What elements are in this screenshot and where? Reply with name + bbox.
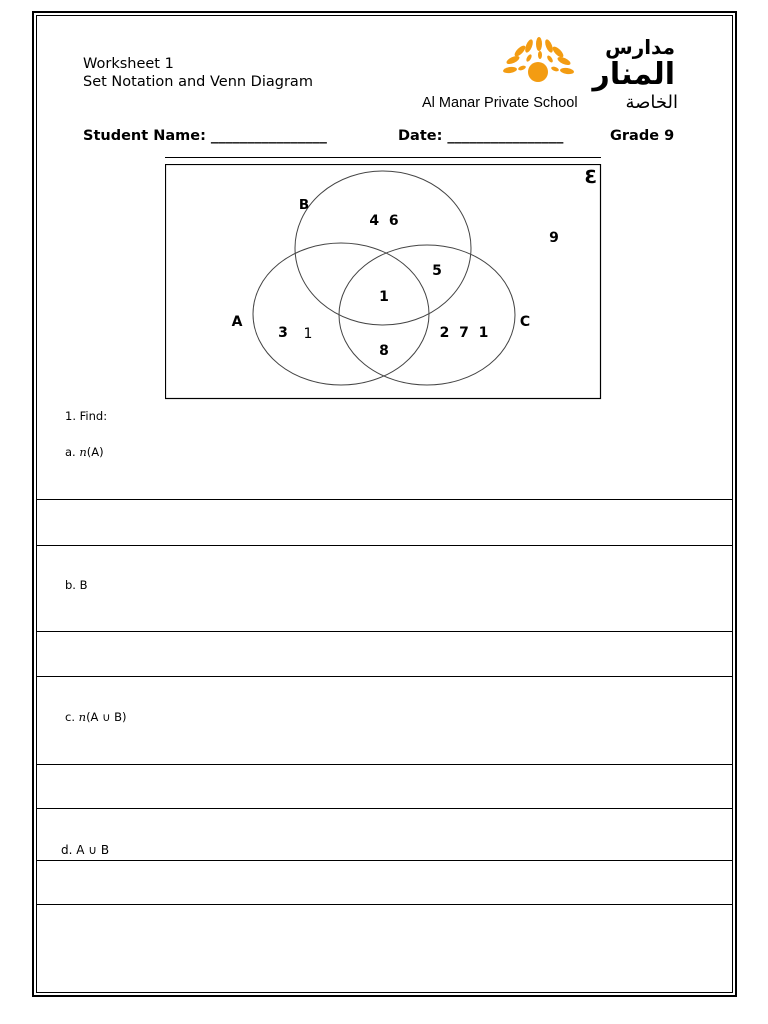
answer-line xyxy=(37,860,732,861)
universal-set-symbol: ℇ xyxy=(584,167,596,188)
answer-line xyxy=(37,764,732,765)
student-name-field: Student Name: ________________ xyxy=(83,128,327,144)
sun-icon xyxy=(503,37,575,82)
school-logo xyxy=(420,32,682,112)
logo-arabic-main: المنار xyxy=(592,57,675,92)
region-b-only: 4 6 xyxy=(369,213,399,229)
venn-diagram xyxy=(165,164,602,400)
region-a-only-first: 3 xyxy=(278,325,288,341)
set-a-circle xyxy=(253,243,429,385)
grade-label: Grade 9 xyxy=(610,128,675,144)
region-a-only-second: 1 xyxy=(303,326,313,342)
worksheet-subtitle: Set Notation and Venn Diagram xyxy=(83,74,313,90)
answer-line xyxy=(37,808,732,809)
question-b: b. B xyxy=(65,578,88,592)
logo-arabic-top: مدارس xyxy=(605,35,675,59)
label-set-a: A xyxy=(231,314,243,330)
region-c-only: 2 7 1 xyxy=(439,325,489,341)
date-field: Date: ________________ xyxy=(398,128,564,144)
question-c-prefix: c. xyxy=(65,710,79,724)
label-set-c: C xyxy=(519,314,531,330)
answer-line xyxy=(37,545,732,546)
answer-line xyxy=(37,904,732,905)
question-a-prefix: a. xyxy=(65,445,80,459)
answer-line xyxy=(37,676,732,677)
worksheet-title: Worksheet 1 xyxy=(83,56,174,72)
universal-set-box xyxy=(166,165,601,399)
logo-arabic-bottom: الخاصة xyxy=(625,92,678,112)
question-c xyxy=(65,710,127,724)
region-a-and-c: 8 xyxy=(379,343,389,359)
region-outside: 9 xyxy=(549,230,559,246)
question-c-rest: (A ∪ B) xyxy=(86,710,127,724)
question-d: d. A ∪ B xyxy=(61,843,110,857)
region-a-b-c: 1 xyxy=(379,289,389,305)
answer-line xyxy=(37,499,732,500)
label-set-b: B xyxy=(298,197,310,213)
question-a xyxy=(65,445,104,459)
divider xyxy=(165,157,601,158)
question-a-rest: (A) xyxy=(86,445,104,459)
question-intro: 1. Find: xyxy=(65,409,108,423)
answer-line xyxy=(37,631,732,632)
question-c-n: n xyxy=(78,710,87,724)
question-a-n: n xyxy=(79,445,87,459)
region-b-and-c: 5 xyxy=(432,263,442,279)
logo-english-name: Al Manar Private School xyxy=(422,95,578,111)
page-border-inner xyxy=(36,15,733,993)
